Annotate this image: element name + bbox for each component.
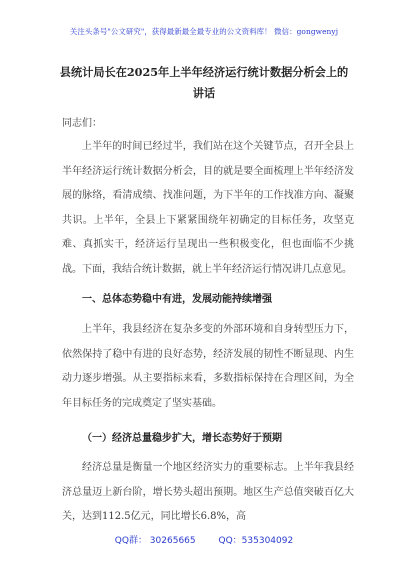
qq-number: QQ：535304092: [218, 536, 294, 546]
promo-banner: 关注头条号"公文研究"，获得最新最全最专业的公文资料库！ 微信：gongwenyj: [69, 27, 339, 36]
section-heading-1: 一、总体态势稳中有进，发展动能持续增强: [82, 294, 272, 305]
document-title-line2: 讲话: [192, 86, 216, 100]
subsection-heading-1: （一）经济总量稳步扩大，增长态势好于预期: [82, 433, 282, 444]
qq-group: QQ群： 30265665: [114, 536, 196, 546]
intro-paragraph: 上半年的时间已经过半，我们站在这个关键节点，召开全县上半年经济运行统计数据分析会，目的就是要全面梳理上半年经济发展的脉络，看清成绩、找准问题，为下半年的工作找准方向、凝聚共识。上半年，全县上下紧紧围绕年初确定的目标任务，攻坚克难、真抓实干，经济运行呈现出一些积极变化，但也面临不少挑战。下面，我结合统计数据，就上半年经济运行情况讲几点意见。: [62, 141, 354, 275]
greeting: 同志们：: [62, 118, 102, 129]
footer-contact: [0, 533, 408, 546]
subsection-1-paragraph: 经济总量是衡量一个地区经济实力的重要标志。上半年我县经济总量迈上新台阶，增长势头超出预期。地区生产总值突破百亿大关，达到112.5亿元，同比增长6.8%，高: [62, 462, 354, 522]
section-1-paragraph: 上半年，我县经济在复杂多变的外部环境和自身转型压力下，依然保持了稳中有进的良好态势，经济发展的韧性不断显现、内生动力逐步增强。从主要指标来看，多数指标保持在合理区间，为全年目标任务的完成奠定了坚实基础。: [62, 324, 354, 409]
document-title-line1: 县统计局长在2025年上半年经济运行统计数据分析会上的: [59, 65, 349, 79]
